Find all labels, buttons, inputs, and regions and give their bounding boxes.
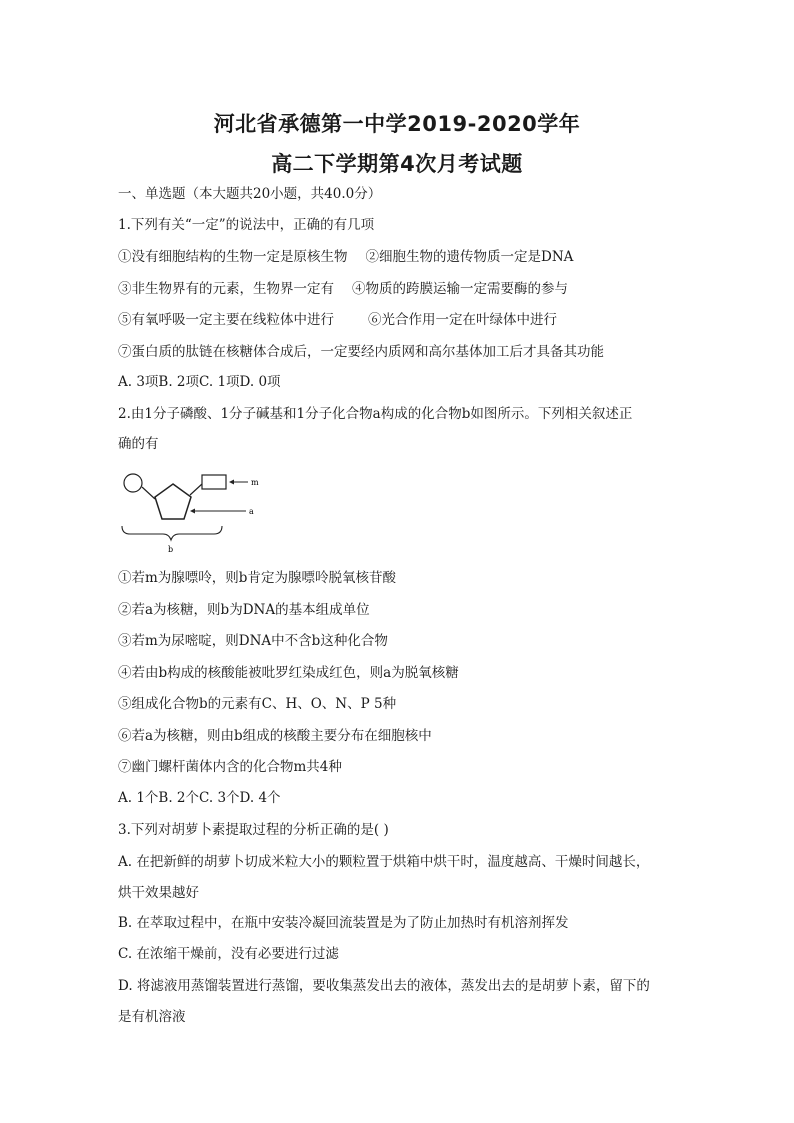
q2-statement-6: ⑥若a为核糖，则由b组成的核酸主要分布在细胞核中 xyxy=(118,728,432,744)
q1-statement-5: ⑤有氧呼吸一定主要在线粒体中进行 xyxy=(118,312,334,328)
q2-stem-line-1: 2.由1分子磷酸、1分子碱基和1分子化合物a构成的化合物b如图所示。下列相关叙述正 xyxy=(118,406,633,422)
q1-row-3 xyxy=(118,311,557,329)
nucleotide-diagram xyxy=(118,466,278,561)
title-line-2: 高二下学期第4次月考试题 xyxy=(271,152,523,176)
q1-row-1 xyxy=(118,248,573,266)
q2-statement-3: ③若m为尿嘧啶，则DNA中不含b这种化合物 xyxy=(118,633,388,649)
q3-option-d-line-1: D. 将滤液用蒸馏装置进行蒸馏，要收集蒸发出去的液体，蒸发出去的是胡萝卜素，留下的 xyxy=(118,978,650,994)
q1-statement-4: ④物质的跨膜运输一定需要酶的参与 xyxy=(352,281,568,297)
q1-statement-1: ①没有细胞结构的生物一定是原核生物 xyxy=(118,249,348,265)
q2-options: A. 1个B. 2个C. 3个D. 4个 xyxy=(118,790,281,806)
arrow-m-head xyxy=(229,480,234,485)
q3-option-b: B. 在萃取过程中，在瓶中安装冷凝回流装置是为了防止加热时有机溶剂挥发 xyxy=(118,915,569,931)
q3-option-c: C. 在浓缩干燥前，没有必要进行过滤 xyxy=(118,946,339,962)
label-b: b xyxy=(168,545,174,554)
q2-statement-5: ⑤组成化合物b的元素有C、H、O、N、P 5种 xyxy=(118,696,397,712)
q3-option-d-line-2: 是有机溶液 xyxy=(118,1009,186,1025)
phosphate-circle xyxy=(124,474,142,492)
q1-row-2 xyxy=(118,280,568,298)
q1-options: A. 3项B. 2项C. 1项D. 0项 xyxy=(118,374,281,390)
q2-statement-7: ⑦幽门螺杆菌体内含的化合物m共4种 xyxy=(118,759,342,775)
q2-statement-4: ④若由b构成的核酸能被吡罗红染成红色，则a为脱氧核糖 xyxy=(118,665,459,681)
q1-stem: 1.下列有关“一定”的说法中，正确的有几项 xyxy=(118,217,375,233)
q2-statement-1: ①若m为腺嘌呤，则b肯定为腺嘌呤脱氧核苷酸 xyxy=(118,570,396,586)
base-bond xyxy=(190,484,202,495)
q2-statement-2: ②若a为核糖，则b为DNA的基本组成单位 xyxy=(118,602,370,618)
q2-stem-line-2: 确的有 xyxy=(118,436,159,452)
arrow-a-head xyxy=(190,509,195,514)
q1-statement-2: ②细胞生物的遗传物质一定是DNA xyxy=(365,249,574,265)
brace-b xyxy=(122,526,222,540)
q1-statement-7: ⑦蛋白质的肽链在核糖体合成后，一定要经内质网和高尔基体加工后才具备其功能 xyxy=(118,344,604,360)
section-heading: 一、单选题（本大题共20小题，共40.0分） xyxy=(118,186,382,202)
label-m: m xyxy=(251,478,259,487)
q3-option-a-line-2: 烘干效果越好 xyxy=(118,885,199,901)
title-line-1: 河北省承德第一中学2019-2020学年 xyxy=(213,112,581,136)
phosphate-bond xyxy=(142,487,155,499)
base-rectangle xyxy=(202,475,226,489)
q3-stem: 3.下列对胡萝卜素提取过程的分析正确的是( ) xyxy=(118,822,389,838)
pentose-pentagon xyxy=(155,484,191,519)
q3-option-a-line-1: A. 在把新鲜的胡萝卜切成米粒大小的颗粒置于烘箱中烘干时，温度越高、干燥时间越长， xyxy=(118,854,650,870)
q1-statement-6: ⑥光合作用一定在叶绿体中进行 xyxy=(368,312,557,328)
label-a: a xyxy=(249,507,254,516)
q1-statement-3: ③非生物界有的元素，生物界一定有 xyxy=(118,281,334,297)
